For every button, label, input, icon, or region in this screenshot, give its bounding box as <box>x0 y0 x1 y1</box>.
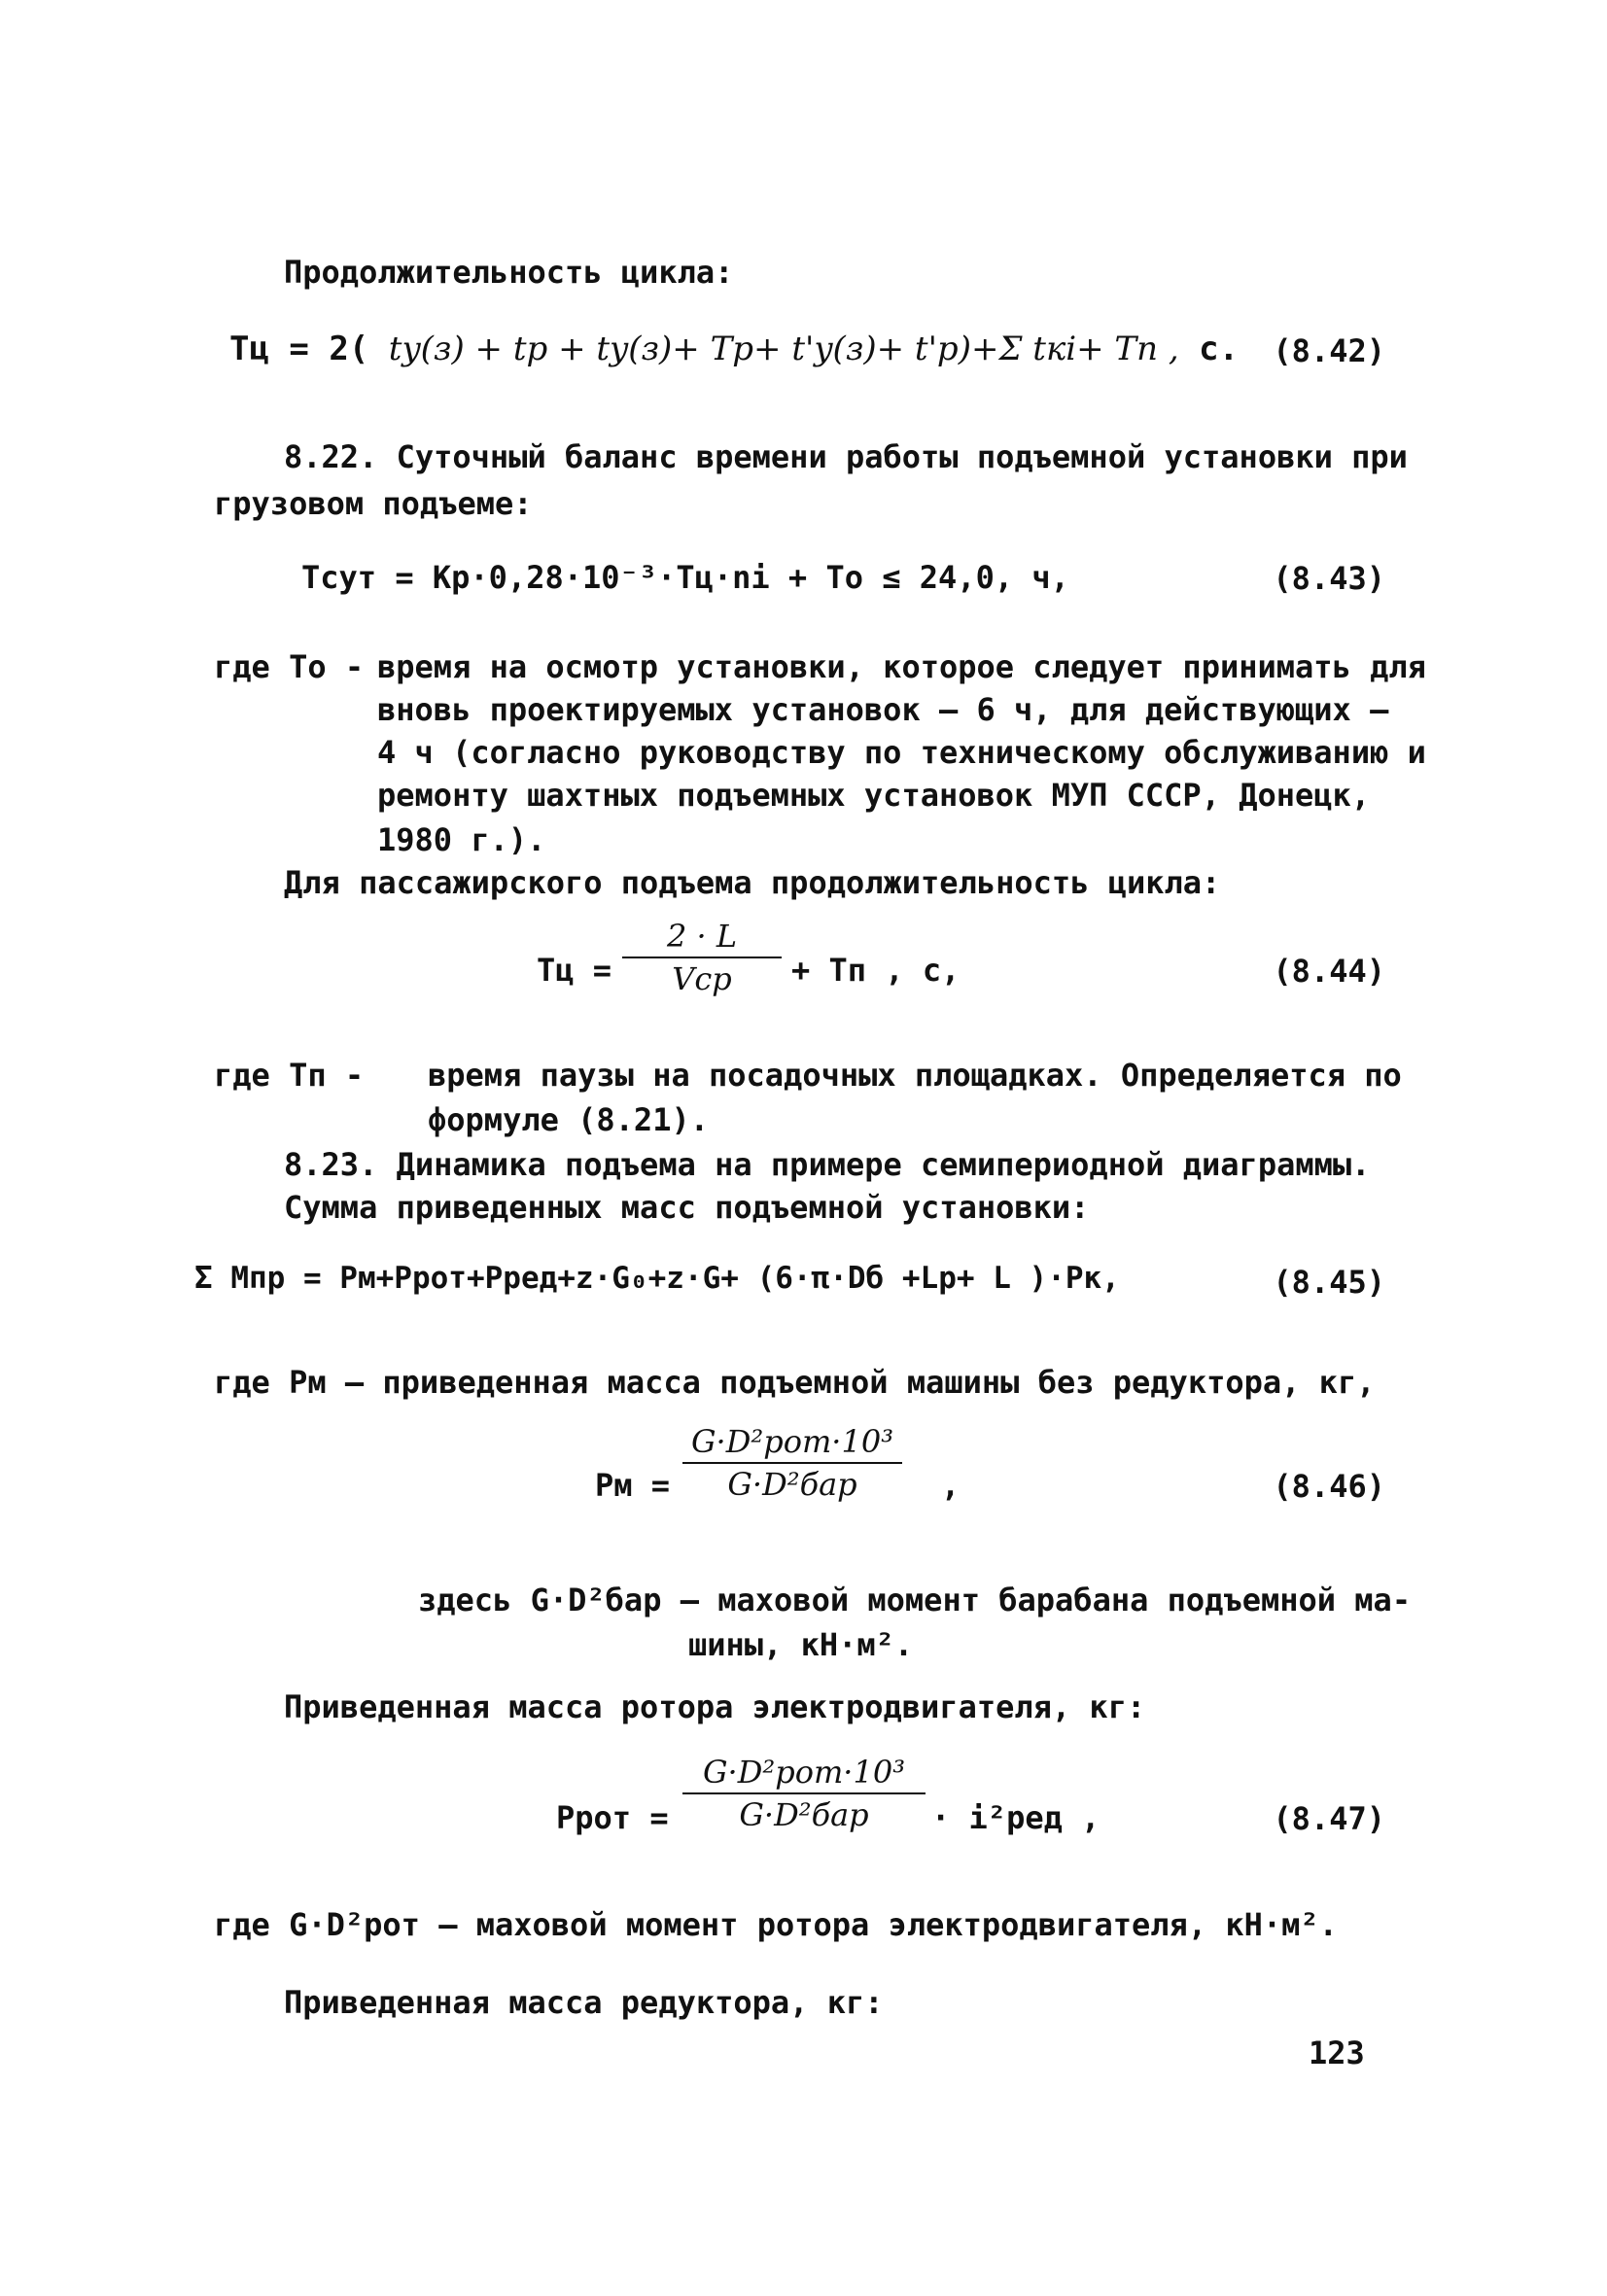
reducer-heading: Приведенная масса редуктора, кг: <box>284 1984 884 2021</box>
where-pm: где Рм – приведенная масса подъемной машины без редуктора, кг, <box>214 1364 1376 1401</box>
eq-846-tail: , <box>941 1467 961 1504</box>
eq-842-unit: с. <box>1199 330 1240 368</box>
eq-847-numerator: G·D²рот·10³ <box>702 1754 906 1791</box>
eq-844-fraction <box>622 918 782 997</box>
where-to-line5: 1980 г.). <box>377 821 546 858</box>
eq-844-numerator: 2 · L <box>666 918 738 955</box>
where-to-line3: 4 ч (согласно руководству по техническому обслуживанию и <box>377 734 1426 771</box>
eq-847-fraction <box>682 1754 926 1833</box>
eq-844-tail: + Тп , с, <box>791 952 961 989</box>
eq-844-number: (8.44) <box>1273 953 1385 990</box>
rotor-heading: Приведенная масса ротора электродвигателя, кг: <box>284 1688 1146 1725</box>
eq-842-body: ty(з) + tр + ty(з)+ Тр+ t'y(з)+ t'р)+Σ tкi+ Тп , <box>388 330 1179 368</box>
eq-845-number: (8.45) <box>1273 1264 1385 1301</box>
equation-8-43: Тсут = Кр·0,28·10⁻³·Тц·ni + То ≤ 24,0, ч, <box>301 559 1069 596</box>
here-gd-line2: шины, кН·м². <box>688 1626 914 1663</box>
eq-847-tail: · i²ред , <box>931 1799 1100 1836</box>
eq-846-fraction-bar <box>682 1462 902 1464</box>
eq-846-lhs: Рм = <box>595 1467 671 1504</box>
eq-846-fraction <box>682 1423 902 1503</box>
eq-844-denominator: Vср <box>672 960 732 997</box>
sec-823-line1: 8.23. Динамика подъема на примере семипериодной диаграммы. <box>284 1146 1371 1183</box>
eq-847-fraction-bar <box>682 1792 926 1794</box>
eq-844-lhs: Тц = <box>537 952 612 989</box>
equation-8-42 <box>229 330 1239 368</box>
eq-844-fraction-bar <box>622 957 782 958</box>
here-gd-line1: здесь G·D²бар – маховой момент барабана подъемной ма- <box>418 1582 1412 1618</box>
eq-847-denominator: G·D²бар <box>739 1796 869 1833</box>
eq-842-lhs: Тц = 2( <box>229 330 369 368</box>
where-to-line1: время на осмотр установки, которое следует принимать для <box>377 648 1426 685</box>
eq-847-number: (8.47) <box>1273 1800 1385 1837</box>
where-tp-line2: формуле (8.21). <box>428 1101 709 1138</box>
cycle-heading: Продолжительность цикла: <box>284 254 734 291</box>
page-number: 123 <box>1309 2035 1365 2071</box>
eq-846-denominator: G·D²бар <box>727 1466 857 1503</box>
sec-822-line2: грузовом подъеме: <box>214 485 533 522</box>
where-gdrot: где G·D²рот – маховой момент ротора электродвигателя, кН·м². <box>214 1906 1338 1943</box>
where-to-line4: ремонту шахтных подъемных установок МУП СССР, Донецк, <box>377 777 1371 814</box>
where-tp-line1: время паузы на посадочных площадках. Определяется по <box>428 1057 1402 1094</box>
sec-822-line1: 8.22. Суточный баланс времени работы подъемной установки при <box>284 438 1408 475</box>
eq-846-numerator: G·D²рот·10³ <box>690 1423 894 1460</box>
passenger-heading: Для пассажирского подъема продолжительность цикла: <box>284 864 1221 901</box>
where-to-line2: вновь проектируемых установок – 6 ч, для действующих – <box>377 691 1389 728</box>
eq-847-lhs: Ррот = <box>556 1799 669 1836</box>
equation-8-45: Σ Мпр = Рм+Ррот+Рред+z·G₀+z·G+ (6·π·Dб +Lр+ L )·Рк, <box>194 1261 1120 1296</box>
eq-842-number: (8.42) <box>1273 332 1385 369</box>
sec-823-line2: Сумма приведенных масс подъемной установки: <box>284 1189 1090 1226</box>
eq-846-number: (8.46) <box>1273 1468 1385 1505</box>
where-to-lead: где То - <box>214 648 365 685</box>
where-tp-lead: где Тп - <box>214 1057 365 1094</box>
eq-843-number: (8.43) <box>1273 560 1385 597</box>
